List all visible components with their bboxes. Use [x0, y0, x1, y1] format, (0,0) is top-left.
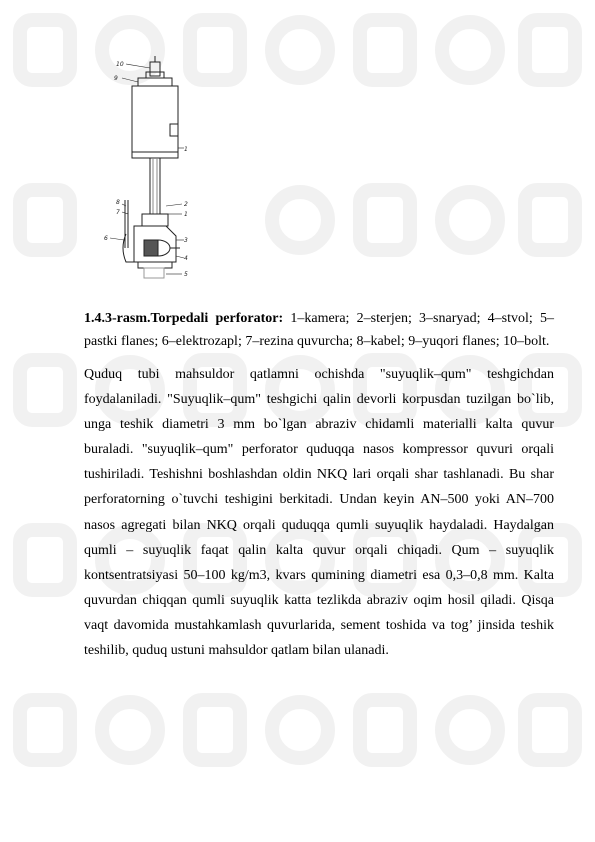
top-bolt: [150, 62, 160, 76]
figure-label: 7: [116, 209, 120, 216]
figure-label: 5: [184, 271, 188, 278]
body-paragraph: Quduq tubi mahsuldor qatlamni ochishda "suyuqlik–qum" teshgichdan foydalaniladi. "Suyuqlik–qum" teshgichi qalin devorli korpusdan tuzilgan bo`lib, unga teshik diametri 3 mm bo`lgan abraziv chidamli materialli kalta quvur buraladi. "suyuqlik–qum" perforator quduqqa nasos kompressor quvuri orqali tushiriladi. Teshishni boshlashdan oldin NKQ lari orqali shar tashlanadi. Bu shar perforatorning o`tuvchi teshigini berkitadi. Undan keyin AN–500 yoki AN–700 nasos agregati bilan NKQ orqali quduqqa qumli suyuqlik haydaladi. Haydalgan qumli – suyuqlik faqat qalin kalta quvur orqali chiqadi. Qum – suyuqlik kontsentratsiyasi 50–100 kg/m3, kvars qumining diametri esa 0,3–0,8 mm. Kalta quvurdan chiqqan qumli suyuqlik katta tezlikda abraziv oqim hosil qiladi. Qisqa vaqt davomida mustahkamlash quvurlarida, sement toshida va tog’ jinsida teshik teshilib, quduq ustuni mahsuldor qatlam bilan ulanadi.: [84, 367, 554, 659]
figure-caption: [84, 307, 554, 353]
caption-title: 1.4.3-rasm.Torpedali perforator:: [84, 311, 284, 326]
figure-label: 2: [184, 201, 188, 208]
figure-label: 1: [184, 146, 188, 153]
figure-label: 3: [184, 237, 188, 244]
chamber-body: [132, 86, 178, 158]
figure-label: 9: [114, 75, 118, 82]
figure-label: 8: [116, 199, 120, 206]
torpedo-perforator-drawing: [104, 48, 196, 292]
figure-label: 6: [104, 235, 108, 242]
caption-text: 1–kamera; 2–sterjen; 3–snaryad; 4–stvol; 5–pastki flanes; 6–elektrozapl; 7–rezina quvurcha; 8–kabel; 9–yuqori flanes; 10–bolt.: [84, 311, 554, 349]
figure-label: 10: [116, 61, 124, 68]
figure-label: 4: [184, 255, 188, 262]
figure-label: 1: [184, 211, 188, 218]
